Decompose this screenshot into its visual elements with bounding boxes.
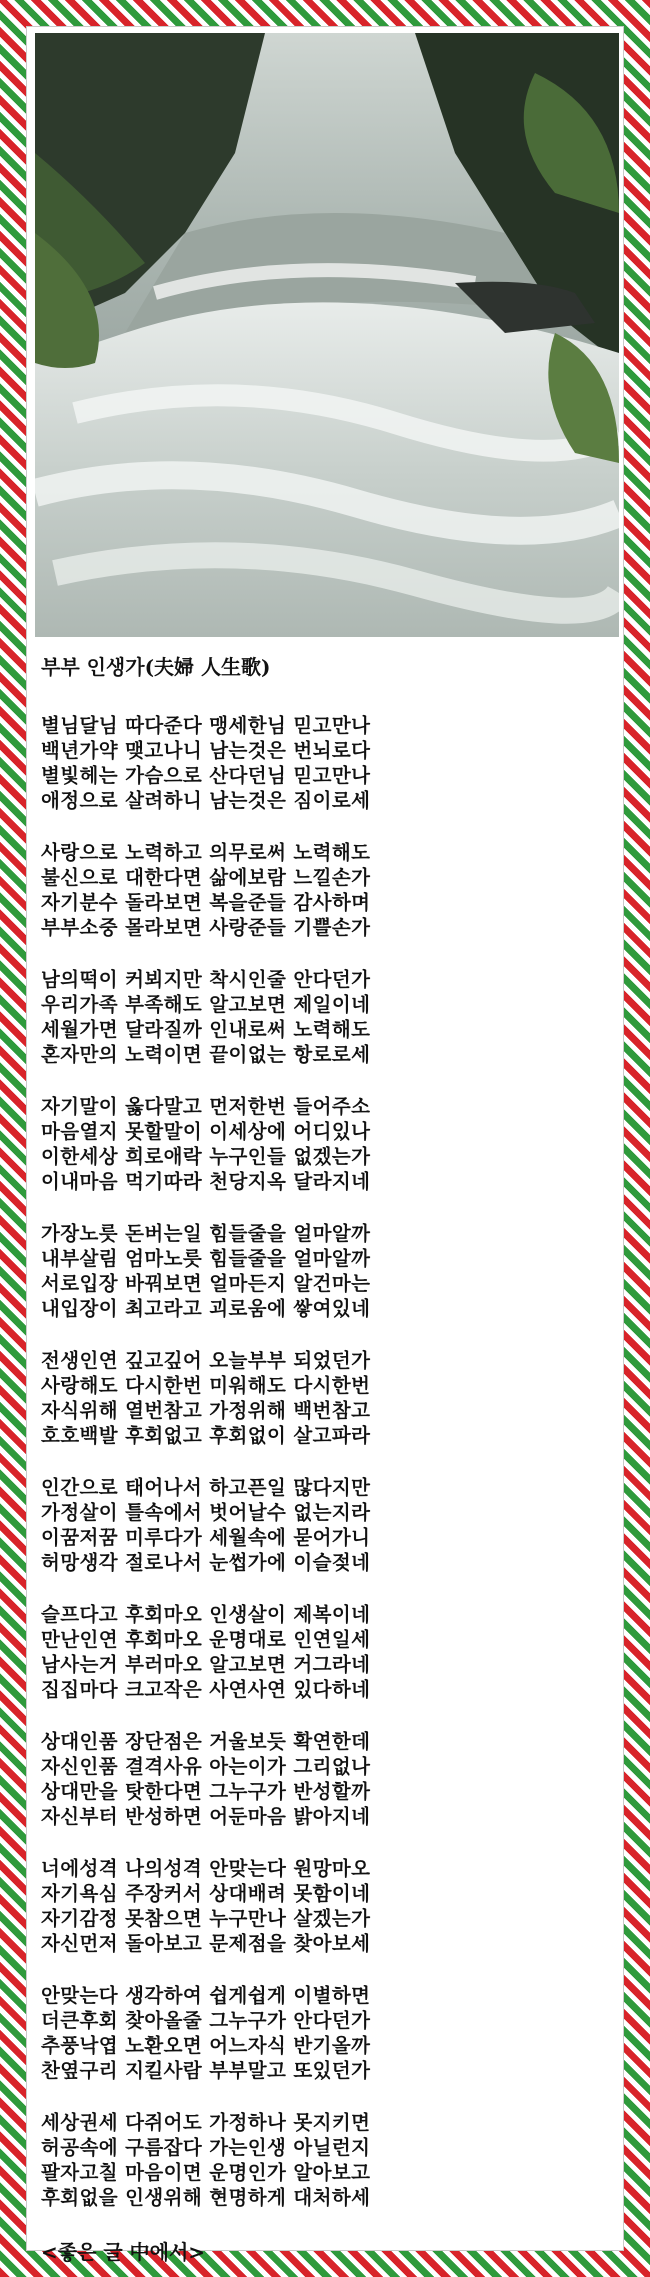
poem-line: 사랑해도 다시한번 미워해도 다시한번 — [41, 1374, 371, 1397]
poem-stanza — [41, 840, 611, 940]
poem-line: 팔자고칠 마음이면 운명인가 알아보고 — [41, 2161, 371, 2184]
poem-stanza — [41, 2110, 611, 2210]
poem-line: 후회없을 인생위해 현명하게 대처하세 — [41, 2186, 371, 2209]
poem-line: 찬옆구리 지킬사람 부부말고 또있던가 — [41, 2059, 371, 2082]
poem-stanza — [41, 1221, 611, 1321]
poem-line: 남사는거 부러마오 알고보면 거그라네 — [41, 1653, 371, 1676]
poem-line: 우리가족 부족해도 알고보면 제일이네 — [41, 993, 371, 1016]
poem-line: 내부살림 엄마노릇 힘들줄을 얼마알까 — [41, 1247, 371, 1270]
poem-line: 불신으로 대한다면 삶에보람 느낄손가 — [41, 866, 371, 889]
content-panel — [26, 26, 624, 2264]
poem — [41, 651, 611, 2267]
poem-stanza — [41, 1602, 611, 1702]
waterfall-photo — [35, 33, 619, 637]
poem-title: 부부 인생가(夫婦 人生歌) — [41, 655, 271, 679]
poem-line: 별빛헤는 가슴으로 산다던님 믿고만나 — [41, 764, 371, 787]
poem-stanza — [41, 967, 611, 1067]
poem-line: 안맞는다 생각하여 쉽게쉽게 이별하면 — [41, 1984, 371, 2007]
poem-line: 남의떡이 커뵈지만 착시인줄 안다던가 — [41, 968, 371, 991]
poem-line: 인간으로 태어나서 하고픈일 많다지만 — [41, 1476, 371, 1499]
poem-line: 자기말이 옳다말고 먼저한번 들어주소 — [41, 1095, 371, 1118]
poem-line: 혼자만의 노력이면 끝이없는 항로로세 — [41, 1043, 371, 1066]
poem-stanza — [41, 1983, 611, 2083]
poem-stanza — [41, 1729, 611, 1829]
poem-line: 자식위해 열번참고 가정위해 백번참고 — [41, 1399, 371, 1422]
poem-stanza — [41, 713, 611, 813]
poem-line: 더큰후회 찾아올줄 그누구가 안다던가 — [41, 2009, 371, 2032]
poem-line: 서로입장 바꿔보면 얼마든지 알건마는 — [41, 1272, 371, 1295]
poem-line: 너에성격 나의성격 안맞는다 원망마오 — [41, 1857, 371, 1880]
poem-line: 별님달님 따다준다 맹세한님 믿고만나 — [41, 714, 371, 737]
poem-line: 이내마음 먹기따라 천당지옥 달라지네 — [41, 1170, 371, 1193]
poem-line: 가정살이 틀속에서 벗어날수 없는지라 — [41, 1501, 371, 1524]
poem-line: 자신먼저 돌아보고 문제점을 찾아보세 — [41, 1932, 371, 1955]
poem-stanza — [41, 1856, 611, 1956]
poem-line: 자신부터 반성하면 어둔마음 밝아지네 — [41, 1805, 371, 1828]
poem-line: 만난인연 후회마오 운명대로 인연일세 — [41, 1628, 371, 1651]
poem-line: 이한세상 희로애락 누구인들 없겠는가 — [41, 1145, 371, 1168]
poem-line: 추풍낙엽 노환오면 어느자식 반기올까 — [41, 2034, 371, 2057]
poem-line: 애정으로 살려하니 남는것은 짐이로세 — [41, 789, 371, 812]
poem-line: 호호백발 후회없고 후회없이 살고파라 — [41, 1424, 371, 1447]
poem-line: 상대인품 장단점은 거울보듯 확연한데 — [41, 1730, 371, 1753]
poem-line: 허망생각 절로나서 눈썹가에 이슬젖네 — [41, 1551, 371, 1574]
poem-line: 이꿈저꿈 미루다가 세월속에 묻어가니 — [41, 1526, 371, 1549]
poem-line: 자신인품 결격사유 아는이가 그리없나 — [41, 1755, 371, 1778]
poem-stanza — [41, 1348, 611, 1448]
poem-line: 세상권세 다쥐어도 가정하나 못지키면 — [41, 2111, 371, 2134]
poem-line: 부부소중 몰라보면 사랑준들 기쁠손가 — [41, 916, 371, 939]
poem-line: 집집마다 크고작은 사연사연 있다하네 — [41, 1678, 371, 1701]
poem-line: 허공속에 구름잡다 가는인생 아닐런지 — [41, 2136, 371, 2159]
poem-line: 가장노릇 돈버는일 힘들줄을 얼마알까 — [41, 1222, 371, 1245]
poem-line: 마음열지 못할말이 이세상에 어디있나 — [41, 1120, 371, 1143]
poem-line: 자기감정 못참으면 누구만나 살겠는가 — [41, 1907, 371, 1930]
poem-line: 사랑으로 노력하고 의무로써 노력해도 — [41, 841, 371, 864]
poem-line: 백년가약 맺고나니 남는것은 번뇌로다 — [41, 739, 371, 762]
poem-line: 자기욕심 주장커서 상대배려 못함이네 — [41, 1882, 371, 1905]
poem-line: 슬프다고 후회마오 인생살이 제복이네 — [41, 1603, 371, 1626]
poem-body — [41, 713, 611, 2210]
poem-line: 상대만을 탓한다면 그누구가 반성할까 — [41, 1780, 371, 1803]
poem-line: 자기분수 돌라보면 복을준들 감사하며 — [41, 891, 371, 914]
poem-source: <좋은 글 中에서> — [41, 2240, 206, 2264]
poem-line: 세월가면 달라질까 인내로써 노력해도 — [41, 1018, 371, 1041]
poem-stanza — [41, 1094, 611, 1194]
poem-line: 전생인연 깊고깊어 오늘부부 되었던가 — [41, 1349, 371, 1372]
poem-line: 내입장이 최고라고 괴로움에 쌓여있네 — [41, 1297, 371, 1320]
poem-stanza — [41, 1475, 611, 1575]
